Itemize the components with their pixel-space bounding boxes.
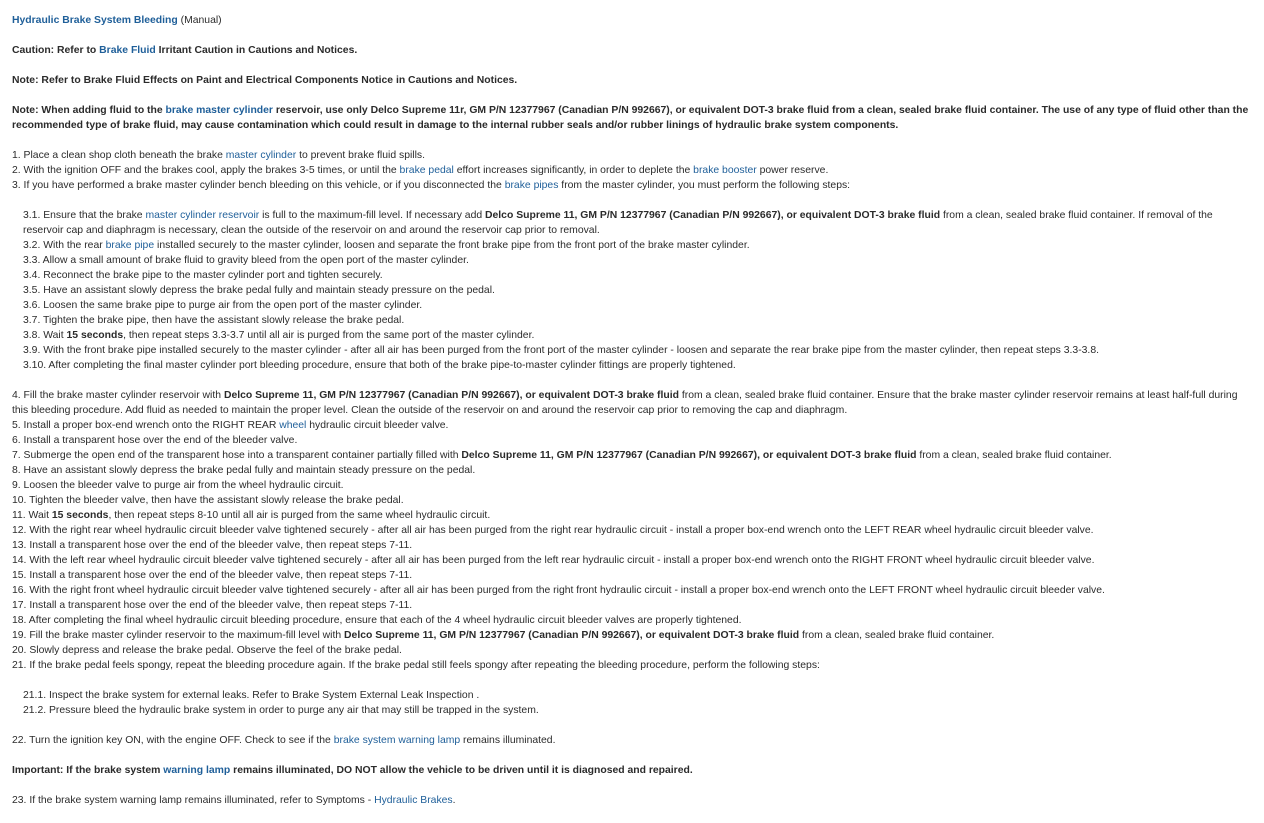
caution-text-end: Irritant Caution in Cautions and Notices. <box>155 45 358 56</box>
step-16: 16. With the right front wheel hydraulic circuit bleeder valve tightened securely - after all air has been purged from the right front hydraulic circuit - install a proper box-end wrench onto the LEFT FRONT wheel hydraulic circuit bleeder valve. <box>12 585 1105 596</box>
important-text-end: remains illuminated, DO NOT allow the vehicle to be driven until it is diagnosed and repaired. <box>230 765 693 776</box>
step-21-2: 21.2. Pressure bleed the hydraulic brake system in order to purge any air that may still be trapped in the system. <box>23 705 539 716</box>
brake-master-cylinder-link[interactable]: brake master cylinder <box>165 105 273 116</box>
step-1 <box>12 148 1252 163</box>
master-cylinder-reservoir-link[interactable]: master cylinder reservoir <box>145 210 260 221</box>
step-11 <box>12 508 1252 523</box>
step-4 <box>12 388 1252 418</box>
warning-lamp-link[interactable]: warning lamp <box>163 765 231 776</box>
step-3-1-text: 3.1. Ensure that the brake <box>23 210 146 221</box>
step-3-1-text-mid: is full to the maximum-fill level. If necessary add <box>259 210 486 221</box>
step-19 <box>12 628 1252 643</box>
step-3-10: 3.10. After completing the final master cylinder port bleeding procedure, ensure that both of the brake pipe-to-master cylinder fittings are properly tightened. <box>23 360 736 371</box>
step-4-text-end: from a clean, sealed brake fluid container. Ensure that the brake master cylinder reservoir remains at least half-full during this bleeding procedure. Add fluid as needed to maintain the proper level. Clean the outside of the reservoir on and around the reservoir cap prior to removing the cap and diaphragm. <box>12 390 1238 416</box>
step-23-text: 23. If the brake system warning lamp remains illuminated, refer to Symptoms - <box>12 795 375 806</box>
brake-fluid-link[interactable]: Brake Fluid <box>99 45 156 56</box>
step-11-text-end: , then repeat steps 8-10 until all air is purged from the same wheel hydraulic circuit. <box>108 510 491 521</box>
step-2-text-mid: effort increases significantly, in order to deplete the <box>453 165 694 176</box>
title-suffix: (Manual) <box>177 15 222 26</box>
step-3-text-end: from the master cylinder, you must perform the following steps: <box>558 180 851 191</box>
step-21: 21. If the brake pedal feels spongy, repeat the bleeding procedure again. If the brake pedal still feels spongy after repeating the bleeding procedure, perform the following steps: <box>12 660 820 671</box>
step-22 <box>12 733 1252 748</box>
step-19-text: 19. Fill the brake master cylinder reservoir to the maximum-fill level with <box>12 630 345 641</box>
step-3-7: 3.7. Tighten the brake pipe, then have the assistant slowly release the brake pedal. <box>23 315 405 326</box>
title-link[interactable]: Hydraulic Brake System Bleeding <box>12 15 178 26</box>
step-22-text: 22. Turn the ignition key ON, with the engine OFF. Check to see if the <box>12 735 334 746</box>
step-7-text-end: from a clean, sealed brake fluid container. <box>916 450 1112 461</box>
step-3-8-text: 3.8. Wait <box>23 330 67 341</box>
caution-note <box>12 43 1252 58</box>
step-18: 18. After completing the final wheel hydraulic circuit bleeding procedure, ensure that each of the 4 wheel hydraulic circuit bleeder valves are properly tightened. <box>12 615 742 626</box>
step-23 <box>12 793 1252 808</box>
step-1-text-end: to prevent brake fluid spills. <box>296 150 425 161</box>
step-9: 9. Loosen the bleeder valve to purge air from the wheel hydraulic circuit. <box>12 480 344 491</box>
step-12: 12. With the right rear wheel hydraulic circuit bleeder valve tightened securely - after all air has been purged from the right rear hydraulic circuit - install a proper box-end wrench onto the LEFT REAR wheel hydraulic circuit bleeder valve. <box>12 525 1094 536</box>
fluid-note <box>12 103 1252 133</box>
step-4-text: 4. Fill the brake master cylinder reservoir with <box>12 390 224 401</box>
step-20: 20. Slowly depress and release the brake pedal. Observe the feel of the brake pedal. <box>12 645 402 656</box>
brake-pipes-link[interactable]: brake pipes <box>504 180 559 191</box>
step-2 <box>12 163 1252 178</box>
step-5-text: 5. Install a proper box-end wrench onto the RIGHT REAR <box>12 420 280 431</box>
brake-booster-link[interactable]: brake booster <box>693 165 757 176</box>
caution-text: Caution: Refer to <box>12 45 100 56</box>
step-22-text-end: remains illuminated. <box>460 735 556 746</box>
step-3-6: 3.6. Loosen the same brake pipe to purge air from the open port of the master cylinder. <box>23 300 423 311</box>
step-3-4: 3.4. Reconnect the brake pipe to the master cylinder port and tighten securely. <box>23 270 383 281</box>
step-17: 17. Install a transparent hose over the end of the bleeder valve, then repeat steps 7-11. <box>12 600 413 611</box>
wait-duration: 15 seconds <box>51 510 109 521</box>
fluid-spec: Delco Supreme 11, GM P/N 12377967 (Canadian P/N 992667), or equivalent DOT-3 brake fluid <box>461 450 917 461</box>
fluid-spec: Delco Supreme 11, GM P/N 12377967 (Canadian P/N 992667), or equivalent DOT-3 brake fluid <box>344 630 800 641</box>
important-note <box>12 763 1252 778</box>
step-5 <box>12 418 1252 433</box>
step-21-1: 21.1. Inspect the brake system for external leaks. Refer to Brake System External Leak Inspection . <box>23 690 480 701</box>
step-2-text-end: power reserve. <box>756 165 829 176</box>
step-3-2 <box>12 238 1252 253</box>
step-3-3: 3.3. Allow a small amount of brake fluid to gravity bleed from the open port of the master cylinder. <box>23 255 469 266</box>
step-3-9: 3.9. With the front brake pipe installed securely to the master cylinder - after all air has been purged from the front port of the master cylinder - loosen and separate the rear brake pipe from the master cylinder, then repeat steps 3.3-3.8. <box>23 345 1099 356</box>
step-3-2-text-end: installed securely to the master cylinder, loosen and separate the front brake pipe from the front port of the brake master cylinder. <box>154 240 750 251</box>
step-19-text-end: from a clean, sealed brake fluid container. <box>799 630 995 641</box>
step-14: 14. With the left rear wheel hydraulic circuit bleeder valve tightened securely - after all air has been purged from the left rear hydraulic circuit - install a proper box-end wrench onto the RIGHT FRONT wheel hydraulic circuit bleeder valve. <box>12 555 1095 566</box>
step-1-text: 1. Place a clean shop cloth beneath the brake <box>12 150 226 161</box>
step-11-text: 11. Wait <box>12 510 52 521</box>
brake-pipe-link[interactable]: brake pipe <box>105 240 155 251</box>
step-8: 8. Have an assistant slowly depress the brake pedal fully and maintain steady pressure on the pedal. <box>12 465 476 476</box>
fluid-note-text: Note: When adding fluid to the <box>12 105 166 116</box>
wait-duration: 15 seconds <box>66 330 124 341</box>
step-13: 13. Install a transparent hose over the end of the bleeder valve, then repeat steps 7-11. <box>12 540 413 551</box>
wheel-link[interactable]: wheel <box>279 420 307 431</box>
step-10: 10. Tighten the bleeder valve, then have the assistant slowly release the brake pedal. <box>12 495 404 506</box>
step-3-5: 3.5. Have an assistant slowly depress the brake pedal fully and maintain steady pressure on the pedal. <box>23 285 495 296</box>
step-3-1 <box>12 208 1252 238</box>
step-15: 15. Install a transparent hose over the end of the bleeder valve, then repeat steps 7-11. <box>12 570 413 581</box>
hydraulic-brakes-link[interactable]: Hydraulic Brakes <box>374 795 453 806</box>
step-6: 6. Install a transparent hose over the end of the bleeder valve. <box>12 435 298 446</box>
step-23-text-end: . <box>452 795 456 806</box>
page-title <box>12 13 1252 28</box>
fluid-spec: Delco Supreme 11, GM P/N 12377967 (Canadian P/N 992667), or equivalent DOT-3 brake fluid <box>223 390 679 401</box>
brake-system-warning-lamp-link[interactable]: brake system warning lamp <box>333 735 461 746</box>
fluid-note-text-end: reservoir, use only Delco Supreme 11r, GM P/N 12377967 (Canadian P/N 992667), or equivalent DOT-3 brake fluid from a clean, sealed brake fluid container. The use of any type of fluid other than the recommended type of brake fluid, may cause contamination which could result in damage to the internal rubber seals and/or rubber linings of hydraulic brake system components. <box>12 105 1249 131</box>
step-3-text: 3. If you have performed a brake master cylinder bench bleeding on this vehicle, or if you disconnected the <box>12 180 505 191</box>
step-2-text: 2. With the ignition OFF and the brakes cool, apply the brakes 3-5 times, or until the <box>12 165 400 176</box>
fluid-spec: Delco Supreme 11, GM P/N 12377967 (Canadian P/N 992667), or equivalent DOT-3 brake fluid <box>485 210 941 221</box>
paint-notice: Note: Refer to Brake Fluid Effects on Paint and Electrical Components Notice in Cautions and Notices. <box>12 75 518 86</box>
step-3 <box>12 178 1252 193</box>
important-text: Important: If the brake system <box>12 765 164 776</box>
step-5-text-end: hydraulic circuit bleeder valve. <box>306 420 449 431</box>
step-7 <box>12 448 1252 463</box>
brake-pedal-link[interactable]: brake pedal <box>399 165 454 176</box>
step-3-8-text-end: , then repeat steps 3.3-3.7 until all air is purged from the same port of the master cylinder. <box>123 330 535 341</box>
master-cylinder-link[interactable]: master cylinder <box>225 150 297 161</box>
step-7-text: 7. Submerge the open end of the transparent hose into a transparent container partially filled with <box>12 450 462 461</box>
step-3-8 <box>12 328 1252 343</box>
step-3-2-text: 3.2. With the rear <box>23 240 106 251</box>
step-3-1-text-end: from a clean, sealed brake fluid container. If removal of the reservoir cap and diaphragm is necessary, clean the outside of the reservoir on and around the reservoir cap prior to removal. <box>23 210 1213 236</box>
